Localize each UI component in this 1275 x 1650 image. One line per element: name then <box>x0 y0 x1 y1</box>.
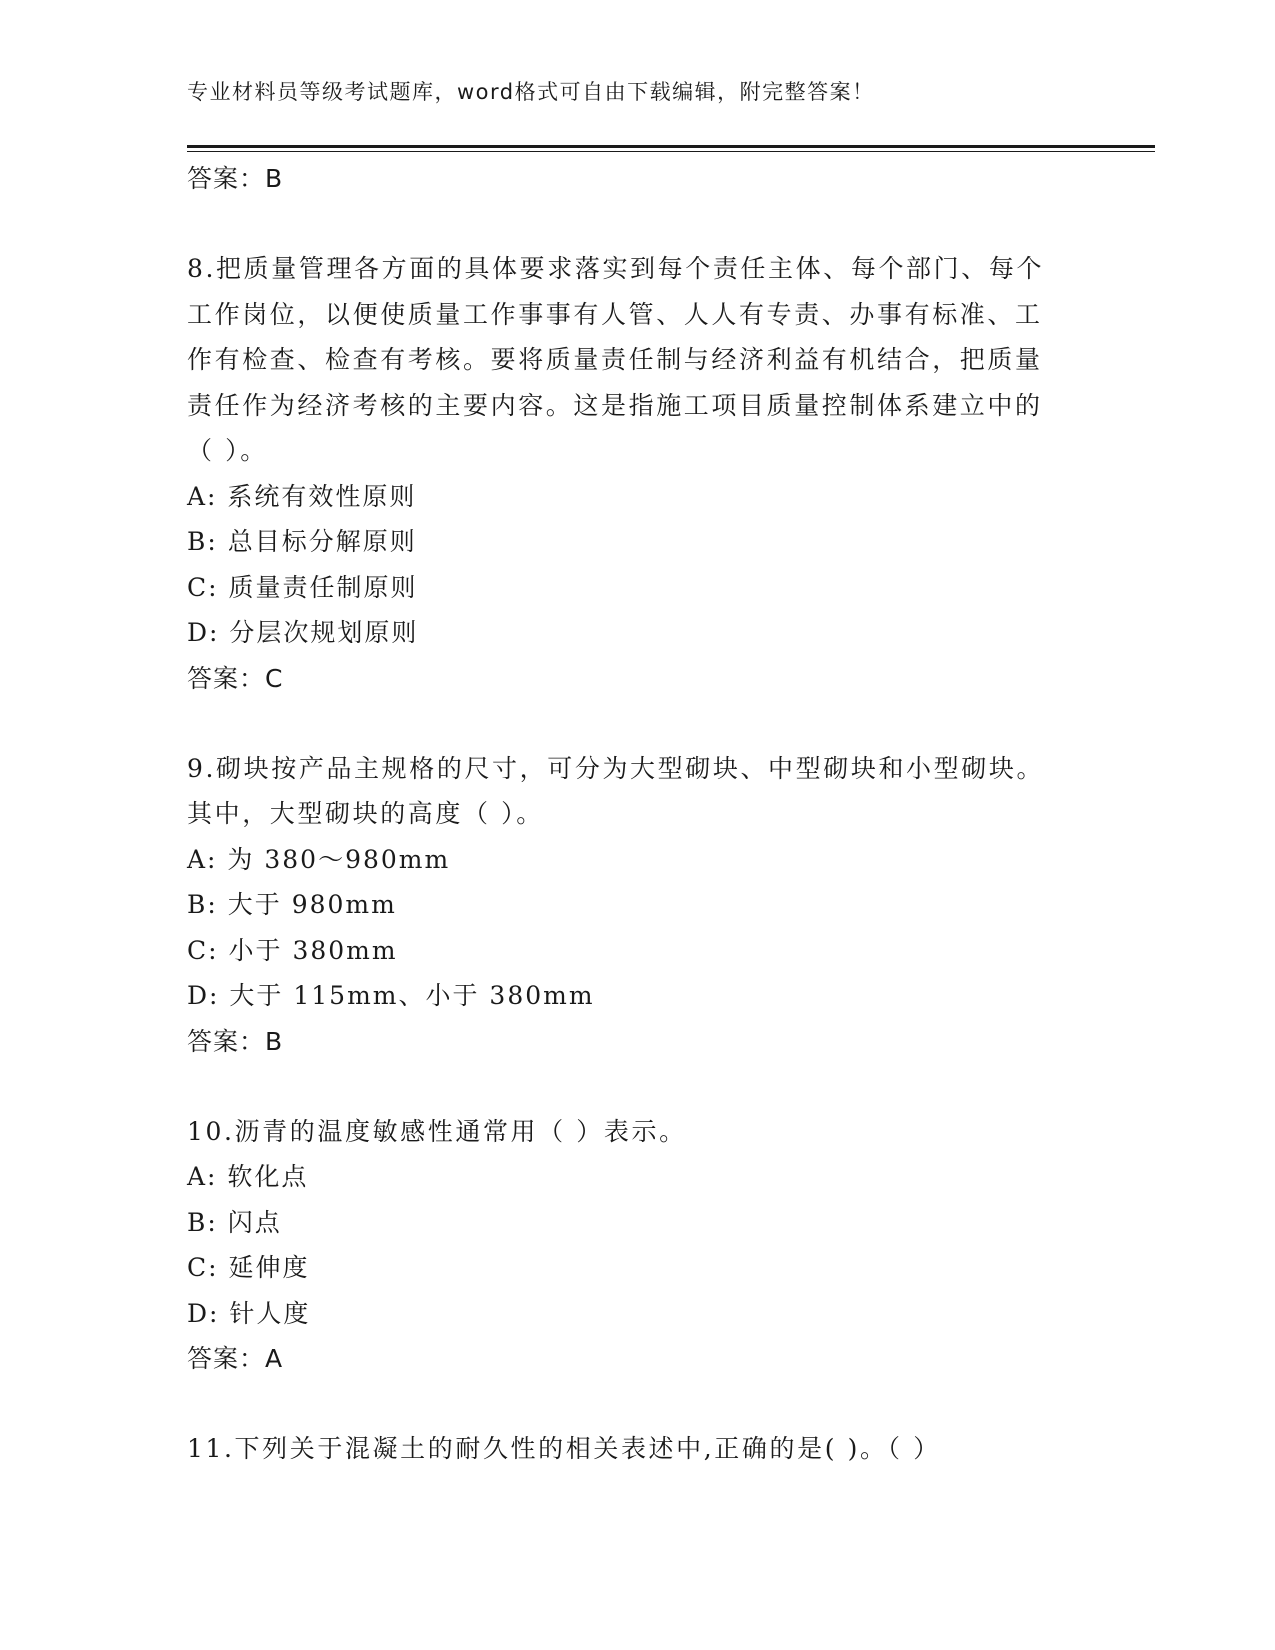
option-c: C: 质量责任制原则 <box>187 572 418 602</box>
option-a: A: 为 380～980mm <box>187 844 451 874</box>
answer-line: 答案：B <box>187 164 284 193</box>
answer-line: 答案：A <box>187 1344 284 1373</box>
option-d: D: 分层次规划原则 <box>187 618 419 647</box>
document-body <box>187 156 1067 1472</box>
option-c: C: 小于 380mm <box>187 935 398 965</box>
option-b: B: 闪点 <box>187 1207 282 1237</box>
answer-line: 答案：B <box>187 1026 284 1056</box>
option-a: A: 软化点 <box>187 1162 309 1191</box>
question-9 <box>187 746 1067 1065</box>
option-b: B: 总目标分解原则 <box>187 527 417 556</box>
question-stem: 8.把质量管理各方面的具体要求落实到每个责任主体、每个部门、每个工作岗位，以便使质量工作事事有人管、人人有专责、办事有标准、工作有检查、检查有考核。要将质量责任制与经济利益有机结合，把质量责任作为经济考核的主要内容。这是指施工项目质量控制体系建立中的（ ）。 <box>187 254 1045 465</box>
question-stem: 11.下列关于混凝土的耐久性的相关表述中,正确的是( )。（ ） <box>187 1434 941 1463</box>
question-stem: 9.砌块按产品主规格的尺寸，可分为大型砌块、中型砌块和小型砌块。其中，大型砌块的高度（ ）。 <box>187 753 1045 828</box>
option-d: D: 大于 115mm、小于 380mm <box>187 981 595 1010</box>
option-c: C: 延伸度 <box>187 1253 310 1282</box>
header-rule-thin <box>187 151 1155 152</box>
option-b: B: 大于 980mm <box>187 890 397 919</box>
answer-line: 答案：C <box>187 663 284 693</box>
header-rule-thick <box>187 145 1155 148</box>
question-8 <box>187 246 1067 702</box>
question-10 <box>187 1109 1067 1383</box>
option-d: D: 针人度 <box>187 1298 311 1328</box>
question-stem: 10.沥青的温度敏感性通常用（ ）表示。 <box>187 1116 687 1146</box>
page-header: 专业材料员等级考试题库，word格式可自由下载编辑，附完整答案！ <box>187 80 875 104</box>
question-11 <box>187 1426 1067 1472</box>
option-a: A: 系统有效性原则 <box>187 481 417 511</box>
